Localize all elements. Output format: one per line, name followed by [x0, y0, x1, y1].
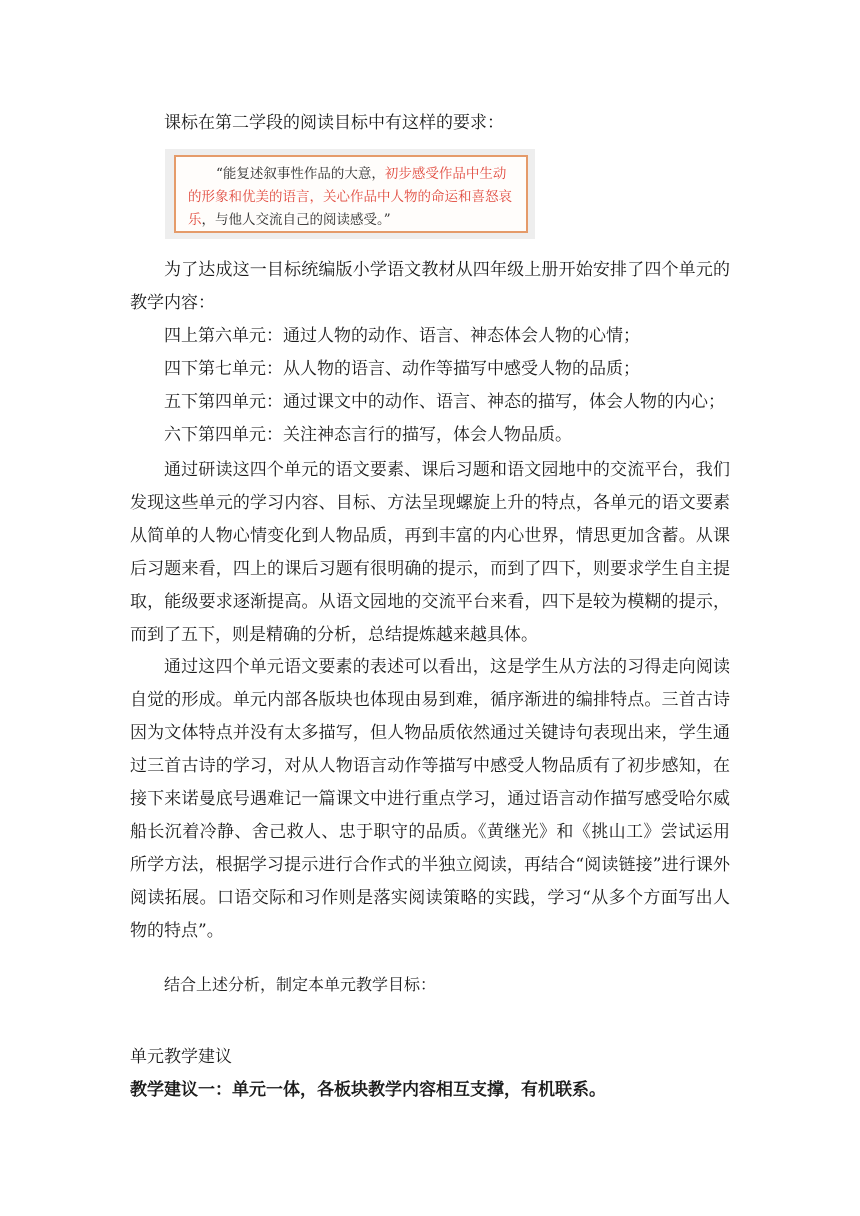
quote-image [165, 149, 535, 239]
expression-paragraph: 通过这四个单元语文要素的表述可以看出，这是学生从方法的习得走向阅读自觉的形成。单元内部各版块也体现由易到难，循序渐进的编排特点。三首古诗因为文体特点并没有太多描写，但人物品质依然通过关键诗句表现出来，学生通过三首古诗的学习，对从人物语言动作等描写中感受人物品质有了初步感知，在接下来诺曼底号遇难记一篇课文中进行重点学习，通过语言动作描写感受哈尔威船长沉着冷静、舍己救人、忠于职守的品质。《黄继光》和《挑山工》尝试运用所学方法，根据学习提示进行合作式的半独立阅读，再结合“阅读链接”进行课外阅读拓展。口语交际和习作则是落实阅读策略的实践，学习“从多个方面写出人物的特点”。 [130, 657, 730, 941]
summary-paragraph: 结合上述分析，制定本单元教学目标： [164, 977, 437, 994]
quote-part-1: “能复述叙事性作品的大意， [216, 166, 385, 182]
intro-paragraph: 课标在第二学段的阅读目标中有这样的要求： [164, 113, 504, 133]
unit-item-3: 五下第四单元：通过课文中的动作、语言、神态的描写，体会人物的内心； [164, 392, 725, 412]
unit-item-2: 四下第七单元：从人物的语言、动作等描写中感受人物的品质； [164, 359, 640, 379]
unit-item-1: 四上第六单元：通过人物的动作、语言、神态体会人物的心情； [164, 326, 640, 346]
quote-part-2: ，与他人交流自己的阅读感受。” [201, 212, 391, 228]
curriculum-quote [174, 155, 528, 233]
suggestion-heading: 教学建议一：单元一体，各板块教学内容相互支撑，有机联系。 [130, 1080, 606, 1100]
section-heading: 单元教学建议 [130, 1047, 232, 1067]
unit-item-4: 六下第四单元：关注神态言行的描写，体会人物品质。 [164, 425, 572, 445]
quote-highlight: 初步感受作品中生动的形象和优美的语言，关心作品中人物的命运和喜怒哀乐 [188, 166, 512, 228]
goal-paragraph: 为了达成这一目标统编版小学语文教材从四年级上册开始安排了四个单元的教学内容： [130, 260, 730, 313]
research-paragraph: 通过研读这四个单元的语文要素、课后习题和语文园地中的交流平台，我们发现这些单元的学习内容、目标、方法呈现螺旋上升的特点，各单元的语文要素从简单的人物心情变化到人物品质，再到丰富的内心世界，情思更加含蓄。从课后习题来看，四上的课后习题有很明确的提示，而到了四下，则要求学生自主提取，能级要求逐渐提高。从语文园地的交流平台来看，四下是较为模糊的提示，而到了五下，则是精确的分析，总结提炼越来越具体。 [130, 460, 730, 645]
